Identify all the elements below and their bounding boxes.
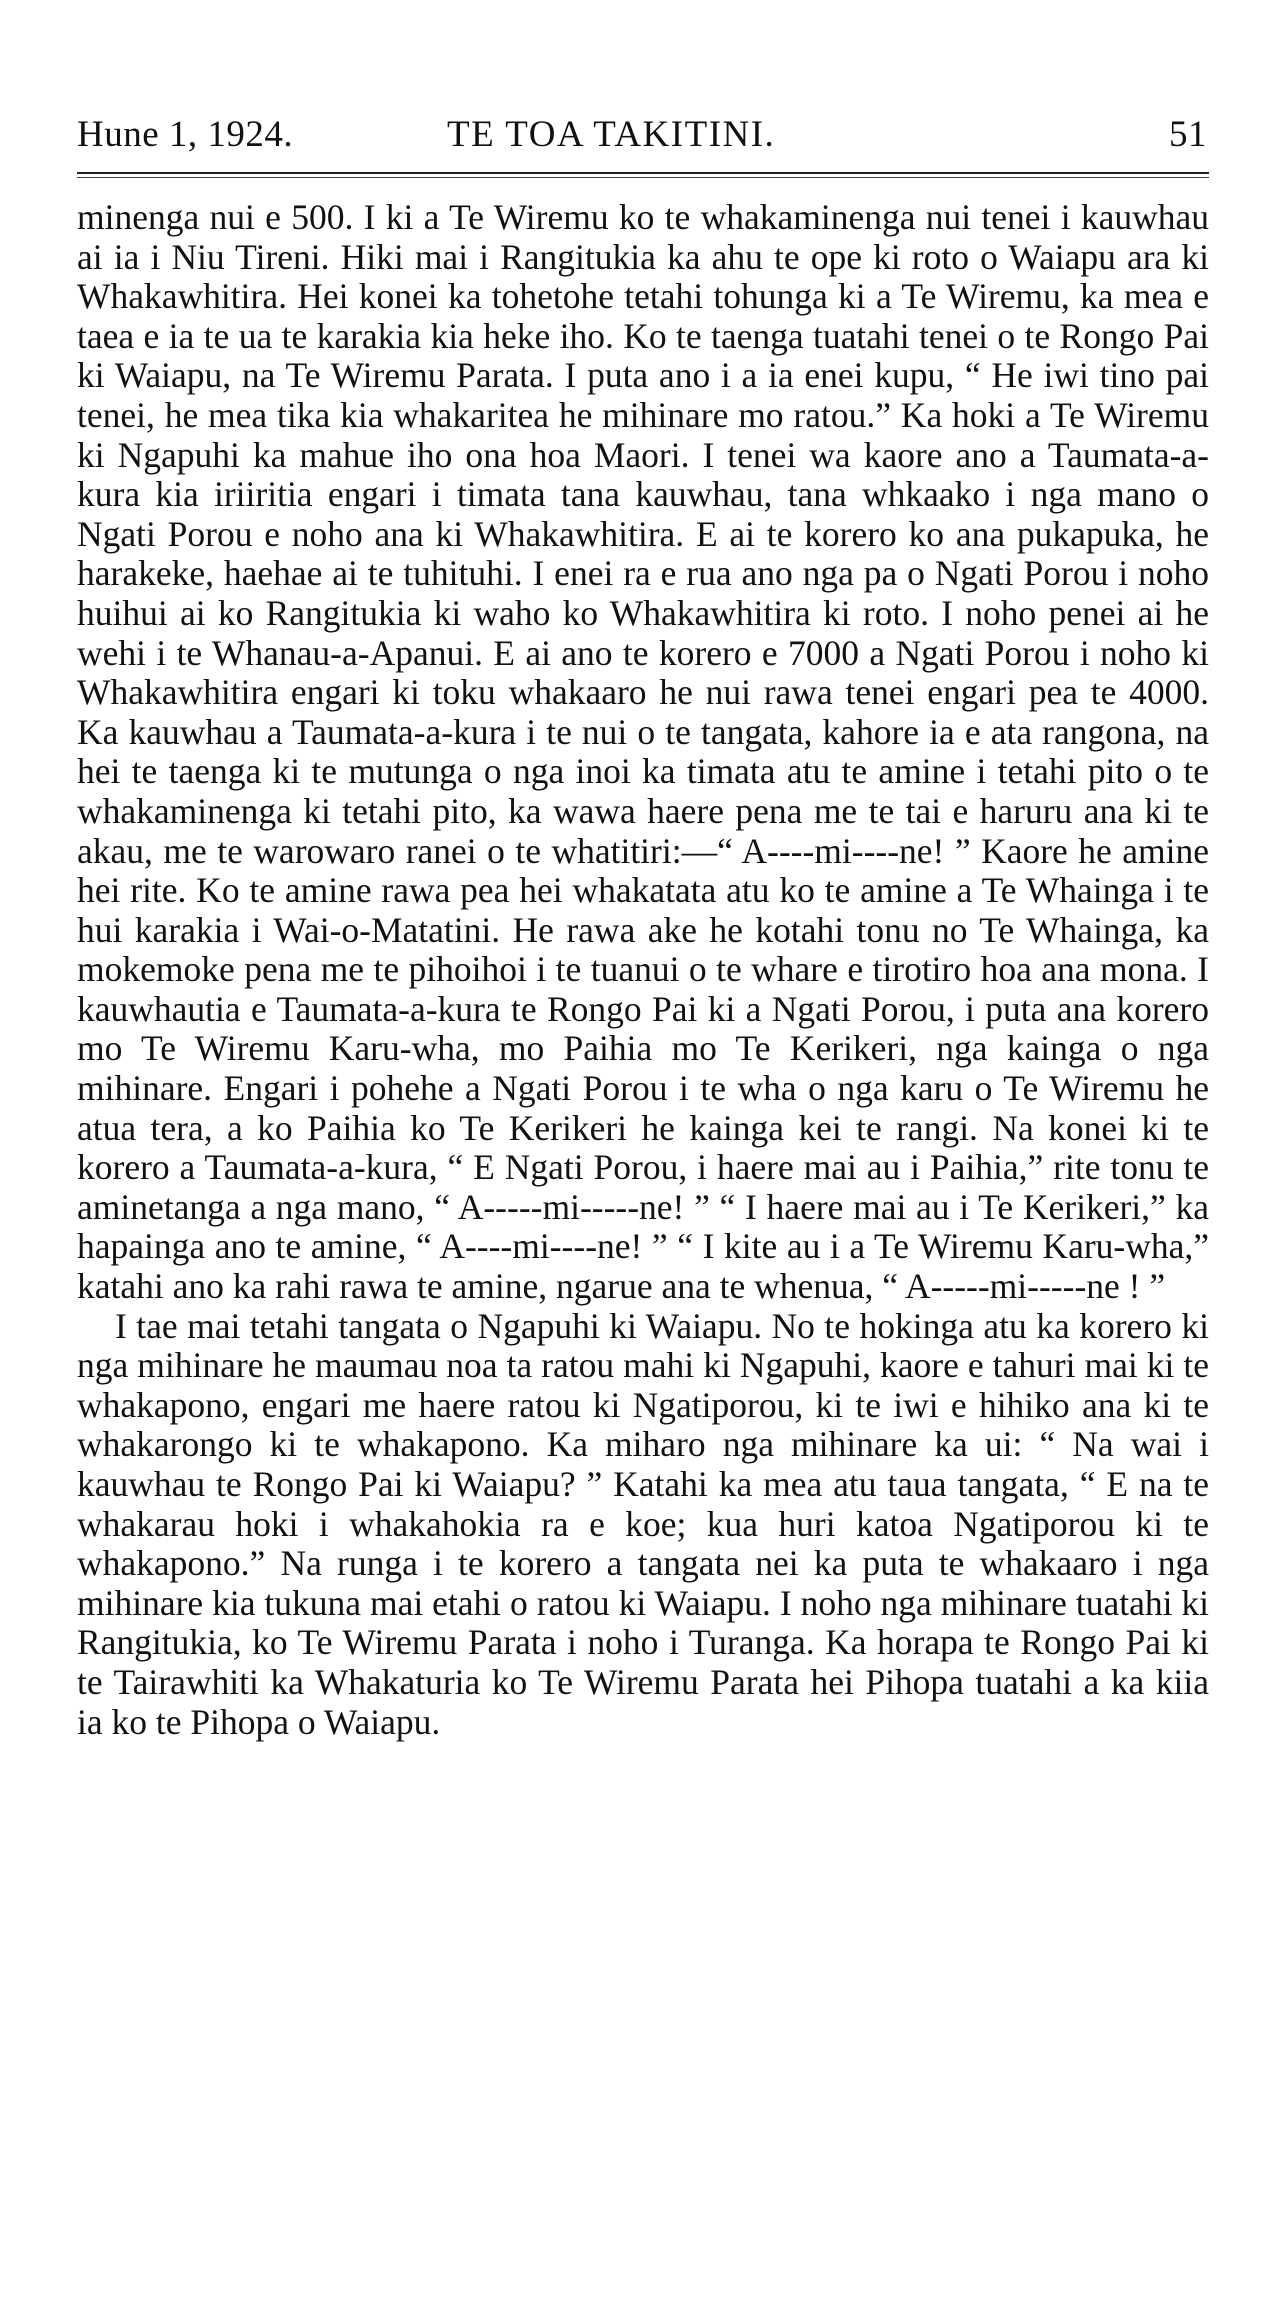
header-rule (77, 172, 1209, 174)
running-header (77, 110, 1209, 160)
publication-title: TE TOA TAKITINI. (447, 114, 776, 155)
header-date: Hune 1, 1924. (77, 114, 294, 155)
page-number: 51 (1169, 114, 1207, 155)
paragraph: minenga nui e 500. I ki a Te Wiremu ko te whakaminenga nui tenei i kauwhau ai ia i Niu Tireni. Hiki mai i Rangitukia ka ahu te ope ki roto o Waiapu ara ki Whakawhitira. Hei konei ka tohetohe tetahi tohunga ki a Te Wiremu, ka mea e taea e ia te ua te karakia kia heke iho. Ko te taenga tuatahi tenei o te Rongo Pai ki Waiapu, na Te Wiremu Parata. I puta ano i a ia enei kupu, “ He iwi tino pai tenei, he mea tika kia whakaritea he mihinare mo ratou.” Ka hoki a Te Wiremu ki Ngapuhi ka mahue iho ona hoa Maori. I tenei wa kaore ano a Taumata-a-kura kia iriiritia engari i timata tana kauwhau, tana whkaako i nga mano o Ngati Porou e noho ana ki Whakawhitira. E ai te korero ko ana pukapuka, he harakeke, haehae ai te tuhituhi. I enei ra e rua ano nga pa o Ngati Porou i noho huihui ai ko Rangitukia ki waho ko Whakawhitira ki roto. I noho penei ai he wehi i te Whanau-a-Apanui. E ai ano te korero e 7000 a Ngati Porou i noho ki Whakawhitira engari ki toku whakaaro he nui rawa tenei engari pea te 4000. Ka kauwhau a Taumata-a-kura i te nui o te tangata, kahore ia e ata rangona, na hei te taenga ki te mutunga o nga inoi ka timata atu te amine i tetahi pito o te whakaminenga ki tetahi pito, ka wawa haere pena me te tai e haruru ana ki te akau, me te warowaro ranei o te whatitiri:—“ A----mi----ne! ” Kaore he amine hei rite. Ko te amine rawa pea hei whakatata atu ko te amine a Te Whainga i te hui karakia i Wai-o-Matatini. He rawa ake he kotahi tonu no Te Whainga, ka mokemoke pena me te pihoihoi i te tuanui o te whare e tirotiro hoa ana mona. I kauwhautia e Taumata-a-kura te Rongo Pai ki a Ngati Porou, i puta ana korero mo Te Wiremu Karu-wha, mo Paihia mo Te Kerikeri, nga kainga o nga mihinare. Engari i pohehe a Ngati Porou i te wha o nga karu o Te Wiremu he atua tera, a ko Paihia ko Te Kerikeri he kainga kei te rangi. Na konei ki te korero a Taumata-a-kura, “ E Ngati Porou, i haere mai au i Paihia,” rite tonu te aminetanga a nga mano, “ A-----mi-----ne! ” “ I haere mai au i Te Kerikeri,” ka hapainga ano te amine, “ A----mi----ne! ” “ I kite au i a Te Wiremu Karu-wha,” katahi ano ka rahi rawa te amine, ngarue ana te whenua, “ A-----mi-----ne ! ” (77, 197, 1209, 1307)
paragraph: I tae mai tetahi tangata o Ngapuhi ki Waiapu. No te hokinga atu ka korero ki nga mihinare he maumau noa ta ratou mahi ki Ngapuhi, kaore e tahuri mai ki te whakapono, engari me haere ratou ki Ngatiporou, ki te iwi e hihiko ana ki te whakarongo ki te whakapono. Ka miharo nga mihinare ka ui: “ Na wai i kauwhau te Rongo Pai ki Waiapu? ” Katahi ka mea atu taua tangata, “ E na te whakarau hoki i whakahokia ra e koe; kua huri katoa Ngatiporou ki te whakapono.” Na runga i te korero a tangata nei ka puta te whakaaro i nga mihinare kia tukuna mai etahi o ratou ki Waiapu. I noho nga mihinare tuatahi ki Rangitukia, ko Te Wiremu Parata i noho i Turanga. Ka horapa te Rongo Pai ki te Tairawhiti ka Whakaturia ko Te Wiremu Parata hei Pihopa tuatahi a ka kiia ia ko te Pihopa o Waiapu. (77, 1305, 1209, 1742)
article-body (77, 198, 1209, 1742)
newspaper-page (77, 110, 1209, 1742)
header-rule-thin (77, 177, 1209, 178)
